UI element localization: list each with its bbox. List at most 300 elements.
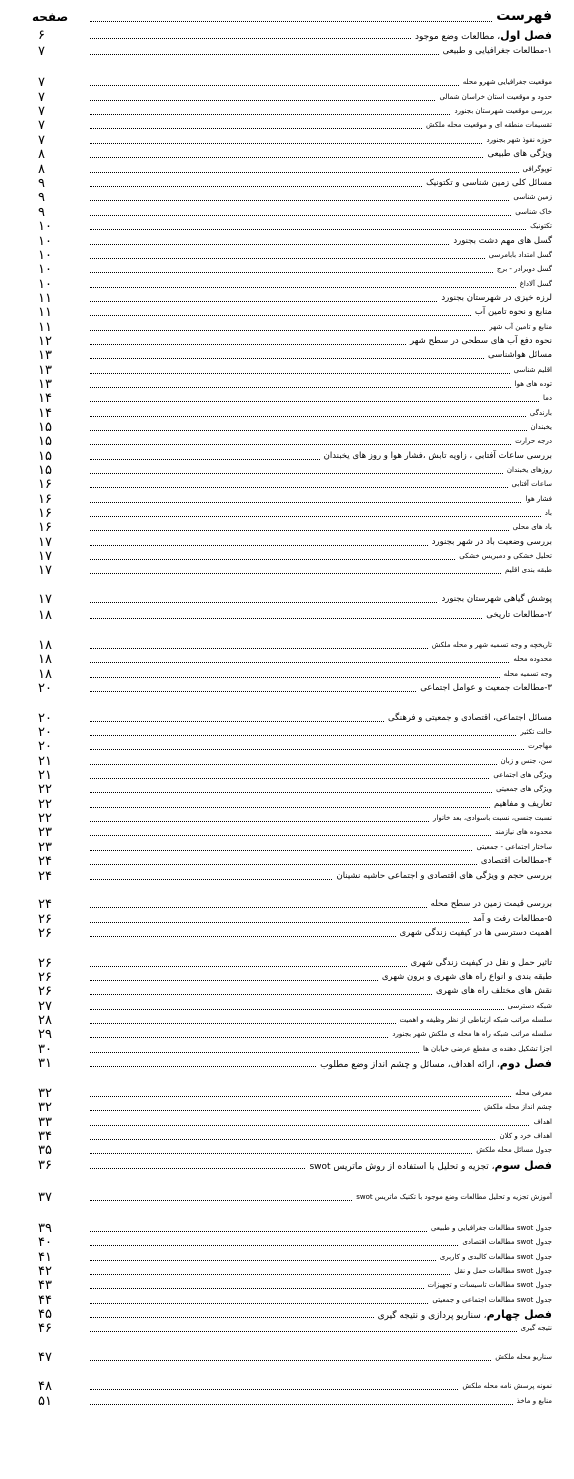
toc-entry-row [0, 420, 574, 435]
chapter-title [309, 1158, 552, 1175]
dot-leader [90, 792, 492, 793]
entry-title: تحلیل خشکی و دمبریس خشکی [459, 552, 552, 560]
dot-leader [90, 358, 484, 359]
dot-leader [90, 1125, 529, 1126]
dot-leader [90, 38, 411, 39]
page-number: ۲۹ [38, 1027, 52, 1042]
chapter-title [320, 1056, 552, 1073]
entry-title: طبقه بندی اقلیم [504, 566, 552, 574]
page-number: ۱۱ [38, 291, 52, 306]
entry-title: مسائل کلی زمین شناسی و تکتونیک [426, 178, 552, 188]
page-number: ۹ [38, 205, 45, 220]
entry-title: ساعات آفتابی [511, 480, 552, 488]
page-number: ۴۷ [38, 1350, 52, 1365]
dot-leader [90, 559, 455, 560]
page-number: ۲۴ [38, 869, 52, 884]
entry-title: مسائل اجتماعی، اقتصادی و جمعیتی و فرهنگی [388, 713, 552, 723]
toc-chapter-row [0, 28, 574, 43]
entry-title: موقعیت جغرافیایی شهرو محله [462, 78, 552, 86]
entry-title: اهداف [533, 1118, 552, 1126]
entry-title: سلسله مراتب شبکه ارتباطی از نظر وظیفه و اهمیت [399, 1016, 552, 1024]
dot-leader [90, 618, 482, 619]
entry-title: ۳-مطالعات جمعیت و عوامل اجتماعی [420, 683, 552, 693]
dot-leader [90, 1260, 436, 1261]
entry-title: گسل های مهم دشت بجنورد [453, 236, 552, 246]
chapter-title [415, 28, 552, 45]
toc-entry-row [0, 754, 574, 769]
dot-leader [90, 1404, 513, 1405]
page-number: ۲۲ [38, 797, 52, 812]
toc-entry-row [0, 1250, 574, 1265]
page-number: ۳۷ [38, 1190, 52, 1205]
page-number: ۴۴ [38, 1293, 52, 1308]
entry-title: توده های هوا [514, 380, 552, 388]
toc-entry-row [0, 205, 574, 220]
page-number: ۱۴ [38, 391, 52, 406]
page-number: ۳۴ [38, 1129, 52, 1144]
page-number: ۳۲ [38, 1100, 52, 1115]
toc-entry-row [0, 970, 574, 985]
dot-leader [90, 128, 422, 129]
toc-chapter-row [0, 1307, 574, 1322]
page-number: ۱۰ [38, 248, 52, 263]
page-number: ۷ [38, 44, 45, 59]
toc-entry-row [0, 1350, 574, 1365]
dot-leader [90, 215, 511, 216]
toc-entry-row [0, 1221, 574, 1236]
dot-leader [90, 330, 485, 331]
toc-entry-row [0, 956, 574, 971]
page-number: ۲۶ [38, 926, 52, 941]
toc-title: فهرست [496, 8, 552, 24]
toc-entry-row [0, 506, 574, 521]
toc-entry-row [0, 608, 574, 623]
toc-entry-row [0, 549, 574, 564]
entry-title: آموزش تجزیه و تحلیل مطالعات وضع موجود با تکنیک ماتریس swot [356, 1193, 552, 1201]
toc-entry-row [0, 1278, 574, 1293]
dot-leader [90, 172, 519, 173]
toc-entry-row [0, 449, 574, 464]
dot-leader [90, 1303, 428, 1304]
toc-entry-row [0, 1394, 574, 1409]
entry-title: مسائل هواشناسی [488, 350, 552, 360]
page-number: ۱۶ [38, 506, 52, 521]
toc-entry-row [0, 334, 574, 349]
entry-title: روزهای یخبندان [506, 466, 552, 474]
chapter-subtitle: ، ارائه اهداف، مسائل و چشم انداز وضع مطلوب [320, 1060, 500, 1070]
toc-entry-row [0, 854, 574, 869]
toc-entry-row [0, 711, 574, 726]
dot-leader [90, 922, 469, 923]
page-number: ۹ [38, 176, 45, 191]
entry-title: درجه حرارت [515, 437, 552, 445]
dot-leader [90, 143, 482, 144]
toc-entry-row [0, 1027, 574, 1042]
toc-header [32, 8, 552, 28]
page-number: ۱۸ [38, 608, 52, 623]
dot-leader [90, 1139, 495, 1140]
dot-leader [90, 994, 432, 995]
toc-entry-row [0, 739, 574, 754]
entry-title: باد [544, 509, 552, 517]
dot-leader [90, 662, 509, 663]
page-number: ۱۷ [38, 592, 52, 607]
page-number: ۱۳ [38, 348, 52, 363]
page-number: ۲۰ [38, 681, 52, 696]
page-number: ۱۷ [38, 549, 52, 564]
toc-entry-row [0, 926, 574, 941]
entry-title: منابع و نحوه تامین آب [474, 307, 552, 317]
entry-title: وجه تسمیه محله [503, 670, 552, 678]
header-leader [90, 21, 492, 22]
dot-leader [90, 936, 396, 937]
toc-entry-row [0, 291, 574, 306]
dot-leader [90, 258, 485, 259]
chapter-subtitle: ، تجزیه و تحلیل با استفاده از روش ماتریس swot [309, 1162, 495, 1172]
toc-entry-row [0, 147, 574, 162]
dot-leader [90, 301, 437, 302]
entry-title: اجزا تشکیل دهنده ی مقطع عرضی خیابان ها [422, 1045, 552, 1053]
page-number: ۱۸ [38, 638, 52, 653]
dot-leader [90, 879, 332, 880]
toc-entry-row [0, 262, 574, 277]
toc-entry-row [0, 825, 574, 840]
page-number: ۲۶ [38, 984, 52, 999]
toc-entry-row [0, 840, 574, 855]
chapter-label: فصل سوم [494, 1159, 552, 1172]
dot-leader [90, 416, 526, 417]
entry-title: گسل آلاداغ [519, 280, 552, 288]
dot-leader [90, 373, 510, 374]
page-column-label: صفحه [32, 10, 69, 24]
toc-entry-row [0, 320, 574, 335]
page-number: ۲۱ [38, 754, 52, 769]
dot-leader [90, 100, 435, 101]
entry-title: طبقه بندی و انواع راه های شهری و برون شهری [381, 972, 552, 982]
page-number: ۱۶ [38, 520, 52, 535]
entry-title: اهمیت دسترسی ها در کیفیت زندگی شهری [399, 928, 552, 938]
entry-title: بررسی حجم و ویژگی های اقتصادی و اجتماعی حاشیه نشینان [336, 871, 552, 881]
dot-leader [90, 807, 490, 808]
toc-entry-row [0, 406, 574, 421]
page-number: ۱۱ [38, 305, 52, 320]
toc-entry-row [0, 797, 574, 812]
dot-leader [90, 186, 422, 187]
entry-title: سلسله مراتب شبکه راه ها محله ی ملکش شهر بجنورد [392, 1030, 552, 1038]
entry-title: خاک شناسی [515, 208, 552, 216]
toc-entry-row [0, 434, 574, 449]
page-number: ۳۰ [38, 1042, 52, 1057]
page-number: ۴۰ [38, 1235, 52, 1250]
entry-title: تکتونیک [530, 222, 552, 230]
page-number: ۸ [38, 162, 45, 177]
toc-entry-row [0, 176, 574, 191]
toc-entry-row [0, 782, 574, 797]
entry-title: ۲-مطالعات تاریخی [486, 610, 552, 620]
page-number: ۴۲ [38, 1264, 52, 1279]
chapter-label: فصل دوم [499, 1057, 552, 1070]
toc-entry-row [0, 1264, 574, 1279]
chapter-subtitle: ، سناریو پردازی و نتیجه گیری [377, 1311, 487, 1321]
dot-leader [90, 444, 511, 445]
toc-entry-row [0, 667, 574, 682]
entry-title: پوشش گیاهی شهرستان بجنورد [441, 594, 552, 604]
toc-entry-row [0, 234, 574, 249]
dot-leader [90, 573, 501, 574]
page-number: ۱۰ [38, 262, 52, 277]
page-number: ۳۵ [38, 1143, 52, 1158]
toc-entry-row [0, 638, 574, 653]
dot-leader [90, 1389, 458, 1390]
toc-entry-row [0, 1321, 574, 1336]
dot-leader [90, 907, 427, 908]
entry-title: ویژگی های طبیعی [487, 149, 552, 159]
page-number: ۱۵ [38, 420, 52, 435]
dot-leader [90, 1331, 517, 1332]
page-number: ۱۱ [38, 320, 52, 335]
entry-title: ویژگی های اجتماعی [493, 771, 552, 779]
toc-entry-row [0, 363, 574, 378]
dot-leader [90, 287, 516, 288]
dot-leader [90, 735, 516, 736]
page-number: ۳۲ [38, 1086, 52, 1101]
page-number: ۷ [38, 118, 45, 133]
entry-title: جدول swot مطالعات تاسیسات و تجهیزات [427, 1281, 552, 1289]
page-number: ۴۳ [38, 1278, 52, 1293]
page-number: ۵۱ [38, 1394, 52, 1409]
toc-entry-row [0, 1115, 574, 1130]
entry-title: محدوده محله [513, 655, 552, 663]
dot-leader [90, 85, 459, 86]
page-number: ۷ [38, 90, 45, 105]
dot-leader [90, 157, 483, 158]
entry-title: نتیجه گیری [520, 1324, 552, 1332]
page-number: ۱۳ [38, 363, 52, 378]
dot-leader [90, 721, 384, 722]
toc-entry-row [0, 912, 574, 927]
page-number: ۱۰ [38, 277, 52, 292]
entry-title: تاثیر حمل و نقل در کیفیت زندگی شهری [410, 958, 552, 968]
dot-leader [90, 1066, 316, 1067]
entry-title: زمین شناسی [513, 193, 552, 201]
toc-entry-row [0, 592, 574, 607]
entry-title: نقش های مختلف راه های شهری [436, 986, 552, 996]
dot-leader [90, 1360, 491, 1361]
page-number: ۲۴ [38, 897, 52, 912]
dot-leader [90, 1009, 504, 1010]
dot-leader [90, 459, 320, 460]
toc-entry-row [0, 133, 574, 148]
dot-leader [90, 850, 472, 851]
page-number: ۲۶ [38, 970, 52, 985]
dot-leader [90, 229, 526, 230]
page-number: ۶ [38, 28, 45, 43]
entry-title: تعاریف و مفاهیم [494, 799, 552, 809]
entry-title: محدوده های نیازمند [495, 828, 552, 836]
toc-entry-row [0, 219, 574, 234]
dot-leader [90, 1037, 388, 1038]
chapter-subtitle: ، مطالعات وضع موجود [414, 32, 501, 42]
dot-leader [90, 764, 497, 765]
page-number: ۲۰ [38, 711, 52, 726]
page-number: ۱۶ [38, 477, 52, 492]
dot-leader [90, 473, 503, 474]
dot-leader [90, 1274, 450, 1275]
page-number: ۲۴ [38, 854, 52, 869]
entry-title: حوزه نفوذ شهر بجنورد [486, 136, 552, 144]
dot-leader [90, 502, 521, 503]
page-number: ۱۰ [38, 234, 52, 249]
entry-title: جدول swot مطالعات کالبدی و کاربری [439, 1253, 552, 1261]
toc-entry-row [0, 118, 574, 133]
page-number: ۲۰ [38, 725, 52, 740]
entry-title: گسل امتداد بابامرسی [488, 251, 552, 259]
dot-leader [90, 530, 509, 531]
dot-leader [90, 778, 489, 779]
entry-title: فشار هوا [525, 495, 552, 503]
dot-leader [90, 200, 509, 201]
entry-title: تاریخچه و وجه تسمیه شهر و محله ملکش [431, 641, 552, 649]
dot-leader [90, 315, 471, 316]
entry-title: منابع و تامین آب شهر [489, 323, 552, 331]
toc-entry-row [0, 1100, 574, 1115]
page-number: ۱۵ [38, 463, 52, 478]
toc-chapter-row [0, 1158, 574, 1173]
entry-title: حالت تکثیر [520, 728, 552, 736]
entry-title: اقلیم شناسی [513, 366, 552, 374]
entry-title: جدول swot مطالعات جغرافیایی و طبیعی [430, 1224, 552, 1232]
entry-title: دما [543, 394, 552, 402]
toc-entry-row [0, 652, 574, 667]
toc-entry-row [0, 1379, 574, 1394]
toc-entry-row [0, 162, 574, 177]
page-number: ۱۴ [38, 406, 52, 421]
toc-entry-row [0, 869, 574, 884]
dot-leader [90, 1231, 427, 1232]
toc-entry-row [0, 681, 574, 696]
toc-entry-row [0, 75, 574, 90]
entry-title: بررسی وضعیت باد در شهر بجنورد [431, 537, 552, 547]
page-number: ۲۲ [38, 782, 52, 797]
page-number: ۷ [38, 75, 45, 90]
toc-entry-row [0, 725, 574, 740]
dot-leader [90, 430, 527, 431]
entry-title: لرزه خیزی در شهرستان بجنورد [441, 293, 552, 303]
toc-entry-row [0, 348, 574, 363]
dot-leader [90, 980, 378, 981]
dot-leader [90, 1168, 305, 1169]
toc-entry-row [0, 768, 574, 783]
page-number: ۲۱ [38, 768, 52, 783]
page-number: ۳۶ [38, 1158, 52, 1173]
entry-title: ۵-مطالعات رفت و آمد [472, 914, 552, 924]
page-number: ۱۳ [38, 377, 52, 392]
entry-title: گسل دوبرادر - برج [496, 265, 552, 273]
toc-entry-row [0, 190, 574, 205]
page-number: ۱۶ [38, 492, 52, 507]
page-number: ۲۶ [38, 956, 52, 971]
entry-title: تقسیمات منطقه ای و موقعیت محله ملکش [426, 121, 552, 129]
page-number: ۲۰ [38, 739, 52, 754]
entry-title: حدود و موقعیت استان خراسان شمالی [439, 93, 552, 101]
dot-leader [90, 114, 450, 115]
toc-entry-row [0, 1143, 574, 1158]
dot-leader [90, 821, 429, 822]
entry-title: منابع و ماخذ [516, 1397, 552, 1405]
toc-entry-row [0, 90, 574, 105]
toc-entry-row [0, 104, 574, 119]
entry-title: یخبندان [530, 423, 552, 431]
page-number: ۴۱ [38, 1250, 52, 1265]
page-number: ۱۲ [38, 334, 52, 349]
toc-entry-row [0, 1013, 574, 1028]
entry-title: مهاجرت [528, 742, 552, 750]
entry-title: نحوه دفع آب های سطحی در سطح شهر [410, 336, 552, 346]
page-number: ۴۸ [38, 1379, 52, 1394]
toc-entry-row [0, 391, 574, 406]
dot-leader [90, 1245, 458, 1246]
entry-title: بررسی ساعات آفتابی ، زاویه تابش ،فشار هوا و روز های یخبندان [323, 451, 552, 461]
page-number: ۳۹ [38, 1221, 52, 1236]
entry-title: ویژگی های جمعیتی [496, 785, 552, 793]
dot-leader [90, 835, 491, 836]
entry-title: جدول مسائل محله ملکش [476, 1146, 552, 1154]
page-number: ۱۷ [38, 563, 52, 578]
toc-entry-row [0, 984, 574, 999]
dot-leader [90, 401, 539, 402]
toc-entry-row [0, 277, 574, 292]
page-number: ۴۵ [38, 1307, 52, 1322]
dot-leader [90, 487, 508, 488]
page-number: ۸ [38, 147, 45, 162]
entry-title: ۱-مطالعات جغرافیایی و طبیعی [442, 46, 552, 56]
entry-title: چشم انداز محله ملکش [484, 1103, 552, 1111]
page-number: ۷ [38, 133, 45, 148]
entry-title: ۴-مطالعات اقتصادی [480, 856, 552, 866]
page-number: ۱۵ [38, 434, 52, 449]
toc-entry-row [0, 563, 574, 578]
toc-entry-row [0, 377, 574, 392]
entry-title: باد های محلی [512, 523, 552, 531]
toc-entry-row [0, 463, 574, 478]
dot-leader [90, 1110, 480, 1111]
entry-title: اهداف خرد و کلان [499, 1132, 552, 1140]
dot-leader [90, 387, 511, 388]
page-number: ۱۸ [38, 667, 52, 682]
toc-chapter-row [0, 1056, 574, 1071]
page-number: ۲۳ [38, 825, 52, 840]
page-number: ۲۷ [38, 999, 52, 1014]
page-number: ۹ [38, 190, 45, 205]
entry-title: سناریو محله ملکش [495, 1353, 552, 1361]
page-number: ۱۵ [38, 449, 52, 464]
toc-entry-row [0, 1129, 574, 1144]
dot-leader [90, 1200, 352, 1201]
dot-leader [90, 1052, 419, 1053]
entry-title: توپوگرافی [522, 165, 552, 173]
toc-entry-row [0, 1042, 574, 1057]
entry-title: نمونه پرسش نامه محله ملکش [462, 1382, 552, 1390]
toc-entry-row [0, 535, 574, 550]
dot-leader [90, 677, 500, 678]
toc-entry-row [0, 999, 574, 1014]
dot-leader [90, 602, 437, 603]
entry-title: جدول swot مطالعات حمل و نقل [454, 1267, 552, 1275]
entry-title: جدول swot مطالعات اجتماعی و جمعیتی [432, 1296, 552, 1304]
chapter-label: فصل چهارم [486, 1308, 552, 1321]
toc-entry-row [0, 520, 574, 535]
entry-title: بارندگی [529, 409, 552, 417]
